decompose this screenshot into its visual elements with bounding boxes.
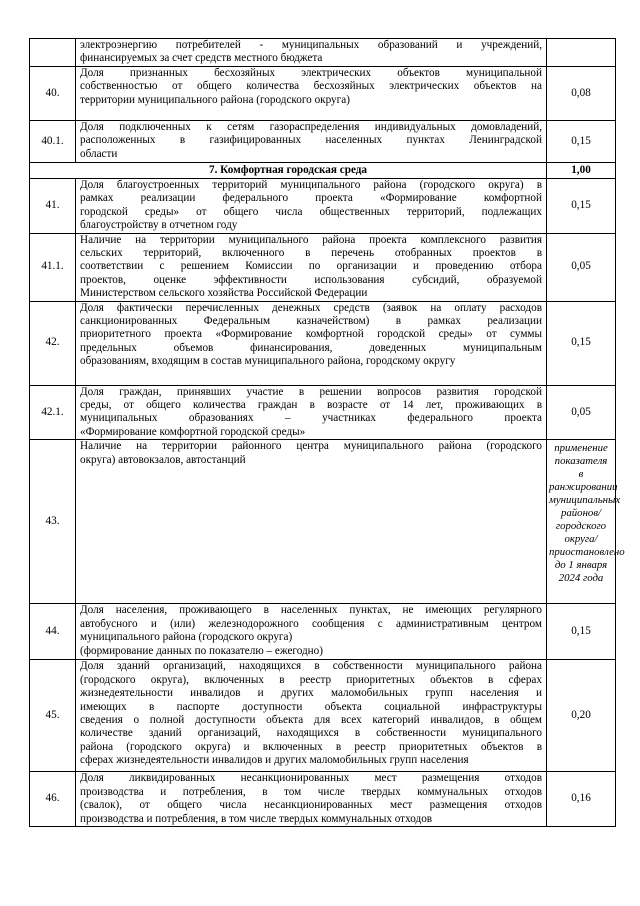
table-row bbox=[30, 121, 616, 163]
description-line: Доля подключенных к сетям газораспределения индивидуальных домовладений, bbox=[80, 121, 542, 133]
description-line: Доля признанных бесхозяйных электрических объектов муниципальной bbox=[80, 67, 542, 79]
description-line: (формирование данных по показателю – ежегодно) bbox=[80, 644, 323, 657]
section-title: 7. Комфортная городская среда bbox=[30, 163, 547, 179]
row-number: 45. bbox=[30, 660, 76, 772]
note-line: применение bbox=[554, 442, 608, 455]
description-line: муниципального района (городского округа) bbox=[80, 631, 293, 644]
indicator-weight: 0,16 bbox=[547, 772, 616, 827]
description-line: области bbox=[80, 147, 118, 160]
table-row bbox=[30, 385, 616, 440]
table-row bbox=[30, 660, 616, 772]
description-line: жизнедеятельности инвалидов и других маломобильных групп населения и bbox=[80, 687, 542, 700]
description-line: Доля фактически перечисленных денежных средств (заявок на оплату расходов bbox=[80, 301, 542, 314]
indicator-description bbox=[76, 385, 547, 440]
table-row bbox=[30, 67, 616, 121]
note-line: муниципальных bbox=[549, 494, 621, 507]
indicator-weight: 0,15 bbox=[547, 604, 616, 660]
description-line: производства и потребления, в том числе твердых коммунальных отходов bbox=[80, 785, 542, 798]
description-line: среды, от общего количества граждан в возрасте от 14 лет, проживающих в bbox=[80, 399, 542, 412]
table-row bbox=[30, 179, 616, 234]
indicator-weight: 0,15 bbox=[547, 121, 616, 163]
description-line: автобусного и (или) железнодорожного сообщения с административным центром bbox=[80, 617, 542, 630]
description-line: муниципальных образованиях – участниках федерального проекта bbox=[80, 412, 542, 425]
note-line: округа/ bbox=[564, 533, 598, 546]
description-line: проектов, оценке эффективности использования субсидий, образуемой bbox=[80, 273, 542, 286]
row-number: 40. bbox=[30, 67, 76, 121]
description-line: Доля граждан, принявших участие в решении вопросов развития городской bbox=[80, 385, 542, 398]
indicator-description bbox=[76, 39, 547, 67]
section-row bbox=[30, 163, 616, 179]
table-row bbox=[30, 604, 616, 660]
description-line: Доля благоустроенных территорий муниципального района (городского округа) в bbox=[80, 179, 542, 191]
row-number: 40.1. bbox=[30, 121, 76, 163]
row-number bbox=[30, 39, 76, 67]
description-line: территории муниципального района (городского округа) bbox=[80, 93, 350, 106]
indicator-weight: 0,05 bbox=[547, 233, 616, 301]
indicator-description bbox=[76, 660, 547, 772]
indicator-weight: 0,15 bbox=[547, 301, 616, 385]
indicator-weight: 0,15 bbox=[547, 179, 616, 234]
description-line: финансируемых за счет средств местного бюджета bbox=[80, 52, 323, 65]
indicator-weight: 0,05 bbox=[547, 385, 616, 440]
description-line: соответствии с решением Комиссии по организации и проведению отбора bbox=[80, 260, 542, 273]
note-line: 2024 года bbox=[558, 572, 604, 585]
description-line: Наличие на территории районного центра муниципального района (городского bbox=[80, 440, 542, 453]
indicator-weight: 0,20 bbox=[547, 660, 616, 772]
indicator-description bbox=[76, 121, 547, 163]
description-line: благоустройству в отчетном году bbox=[80, 219, 238, 232]
description-line: сельских территорий, включенного в перечень отобранных проектов в bbox=[80, 247, 542, 260]
description-line: Доля населения, проживающего в населенных пунктах, не имеющих регулярного bbox=[80, 604, 542, 617]
description-line: образованиям, входящим в состав муниципального района, городскому округу bbox=[80, 355, 456, 368]
description-line: собственностью от общего количества бесхозяйных электрических объектов на bbox=[80, 80, 542, 93]
indicator-weight bbox=[547, 39, 616, 67]
description-line: расположенных в газифицированных населенных пунктах Ленинградской bbox=[80, 134, 542, 147]
description-line: имеющих в паспорте доступности объекта социальной инфраструктуры bbox=[80, 700, 542, 713]
description-line: приоритетного проекта «Формирование комфортной городской среды» от суммы bbox=[80, 328, 542, 341]
table-row bbox=[30, 440, 616, 604]
indicator-note bbox=[547, 440, 625, 604]
table-row bbox=[30, 772, 616, 827]
section-weight: 1,00 bbox=[547, 163, 616, 179]
row-number: 42. bbox=[30, 301, 76, 385]
description-line: городской среды» от общего числа общественных территорий, подлежащих bbox=[80, 205, 542, 218]
description-line: района (городского округа) и включенных в реестр приоритетных объектов в bbox=[80, 740, 542, 753]
row-number: 43. bbox=[30, 440, 76, 604]
indicator-description bbox=[76, 301, 547, 385]
indicator-table bbox=[29, 38, 625, 827]
indicator-weight: 0,08 bbox=[547, 67, 616, 121]
description-line: округа) автовокзалов, автостанций bbox=[80, 453, 246, 466]
indicator-description bbox=[76, 179, 547, 234]
description-line: Министерством сельского хозяйства Российской Федерации bbox=[80, 287, 368, 300]
row-number: 41. bbox=[30, 179, 76, 234]
note-line: ранжировании bbox=[549, 481, 618, 494]
note-line: в bbox=[578, 468, 584, 481]
description-line: электроэнергию потребителей - муниципальных образований и учреждений, bbox=[80, 39, 542, 51]
table-row bbox=[30, 39, 616, 67]
table-row bbox=[30, 233, 616, 301]
description-line: (свалок), от общего числа несанкционированных мест размещения отходов bbox=[80, 799, 542, 812]
note-line: городского bbox=[555, 520, 607, 533]
note-line: районов/ bbox=[560, 507, 602, 520]
description-line: санкционированных Федеральным казначейством) в рамках реализации bbox=[80, 315, 542, 328]
description-line: (городского округа), включенных в реестр приоритетных объектов в сферах bbox=[80, 673, 542, 686]
description-line: Доля зданий организаций, находящихся в собственности муниципального района bbox=[80, 660, 542, 673]
description-line: производства и потребления, в том числе твердых коммунальных отходов bbox=[80, 812, 433, 825]
row-number: 46. bbox=[30, 772, 76, 827]
note-line: приостановлено bbox=[549, 546, 625, 559]
indicator-description bbox=[76, 772, 547, 827]
indicator-description bbox=[76, 67, 547, 121]
description-line: «Формирование комфортной городской среды» bbox=[80, 425, 306, 438]
note-line: до 1 января bbox=[554, 559, 608, 572]
row-number: 44. bbox=[30, 604, 76, 660]
description-line: предельных объемов финансирования, доведенных муниципальным bbox=[80, 341, 542, 354]
indicator-description bbox=[76, 440, 547, 604]
description-line: Доля ликвидированных несанкционированных мест размещения отходов bbox=[80, 772, 542, 785]
description-line: рамках реализации федерального проекта «Формирование комфортной bbox=[80, 192, 542, 205]
indicator-description bbox=[76, 604, 547, 660]
note-line: показателя bbox=[554, 455, 608, 468]
table-row bbox=[30, 301, 616, 385]
description-line: сведения о полной доступности объекта для всех категорий инвалидов, в общем bbox=[80, 713, 542, 726]
description-line: количестве зданий организаций, находящихся в собственности муниципального bbox=[80, 727, 542, 740]
row-number: 42.1. bbox=[30, 385, 76, 440]
description-line: Наличие на территории муниципального района проекта комплексного развития bbox=[80, 233, 542, 246]
indicator-description bbox=[76, 233, 547, 301]
description-line: сферах жизнедеятельности инвалидов и других маломобильных групп населения bbox=[80, 754, 469, 767]
row-number: 41.1. bbox=[30, 233, 76, 301]
